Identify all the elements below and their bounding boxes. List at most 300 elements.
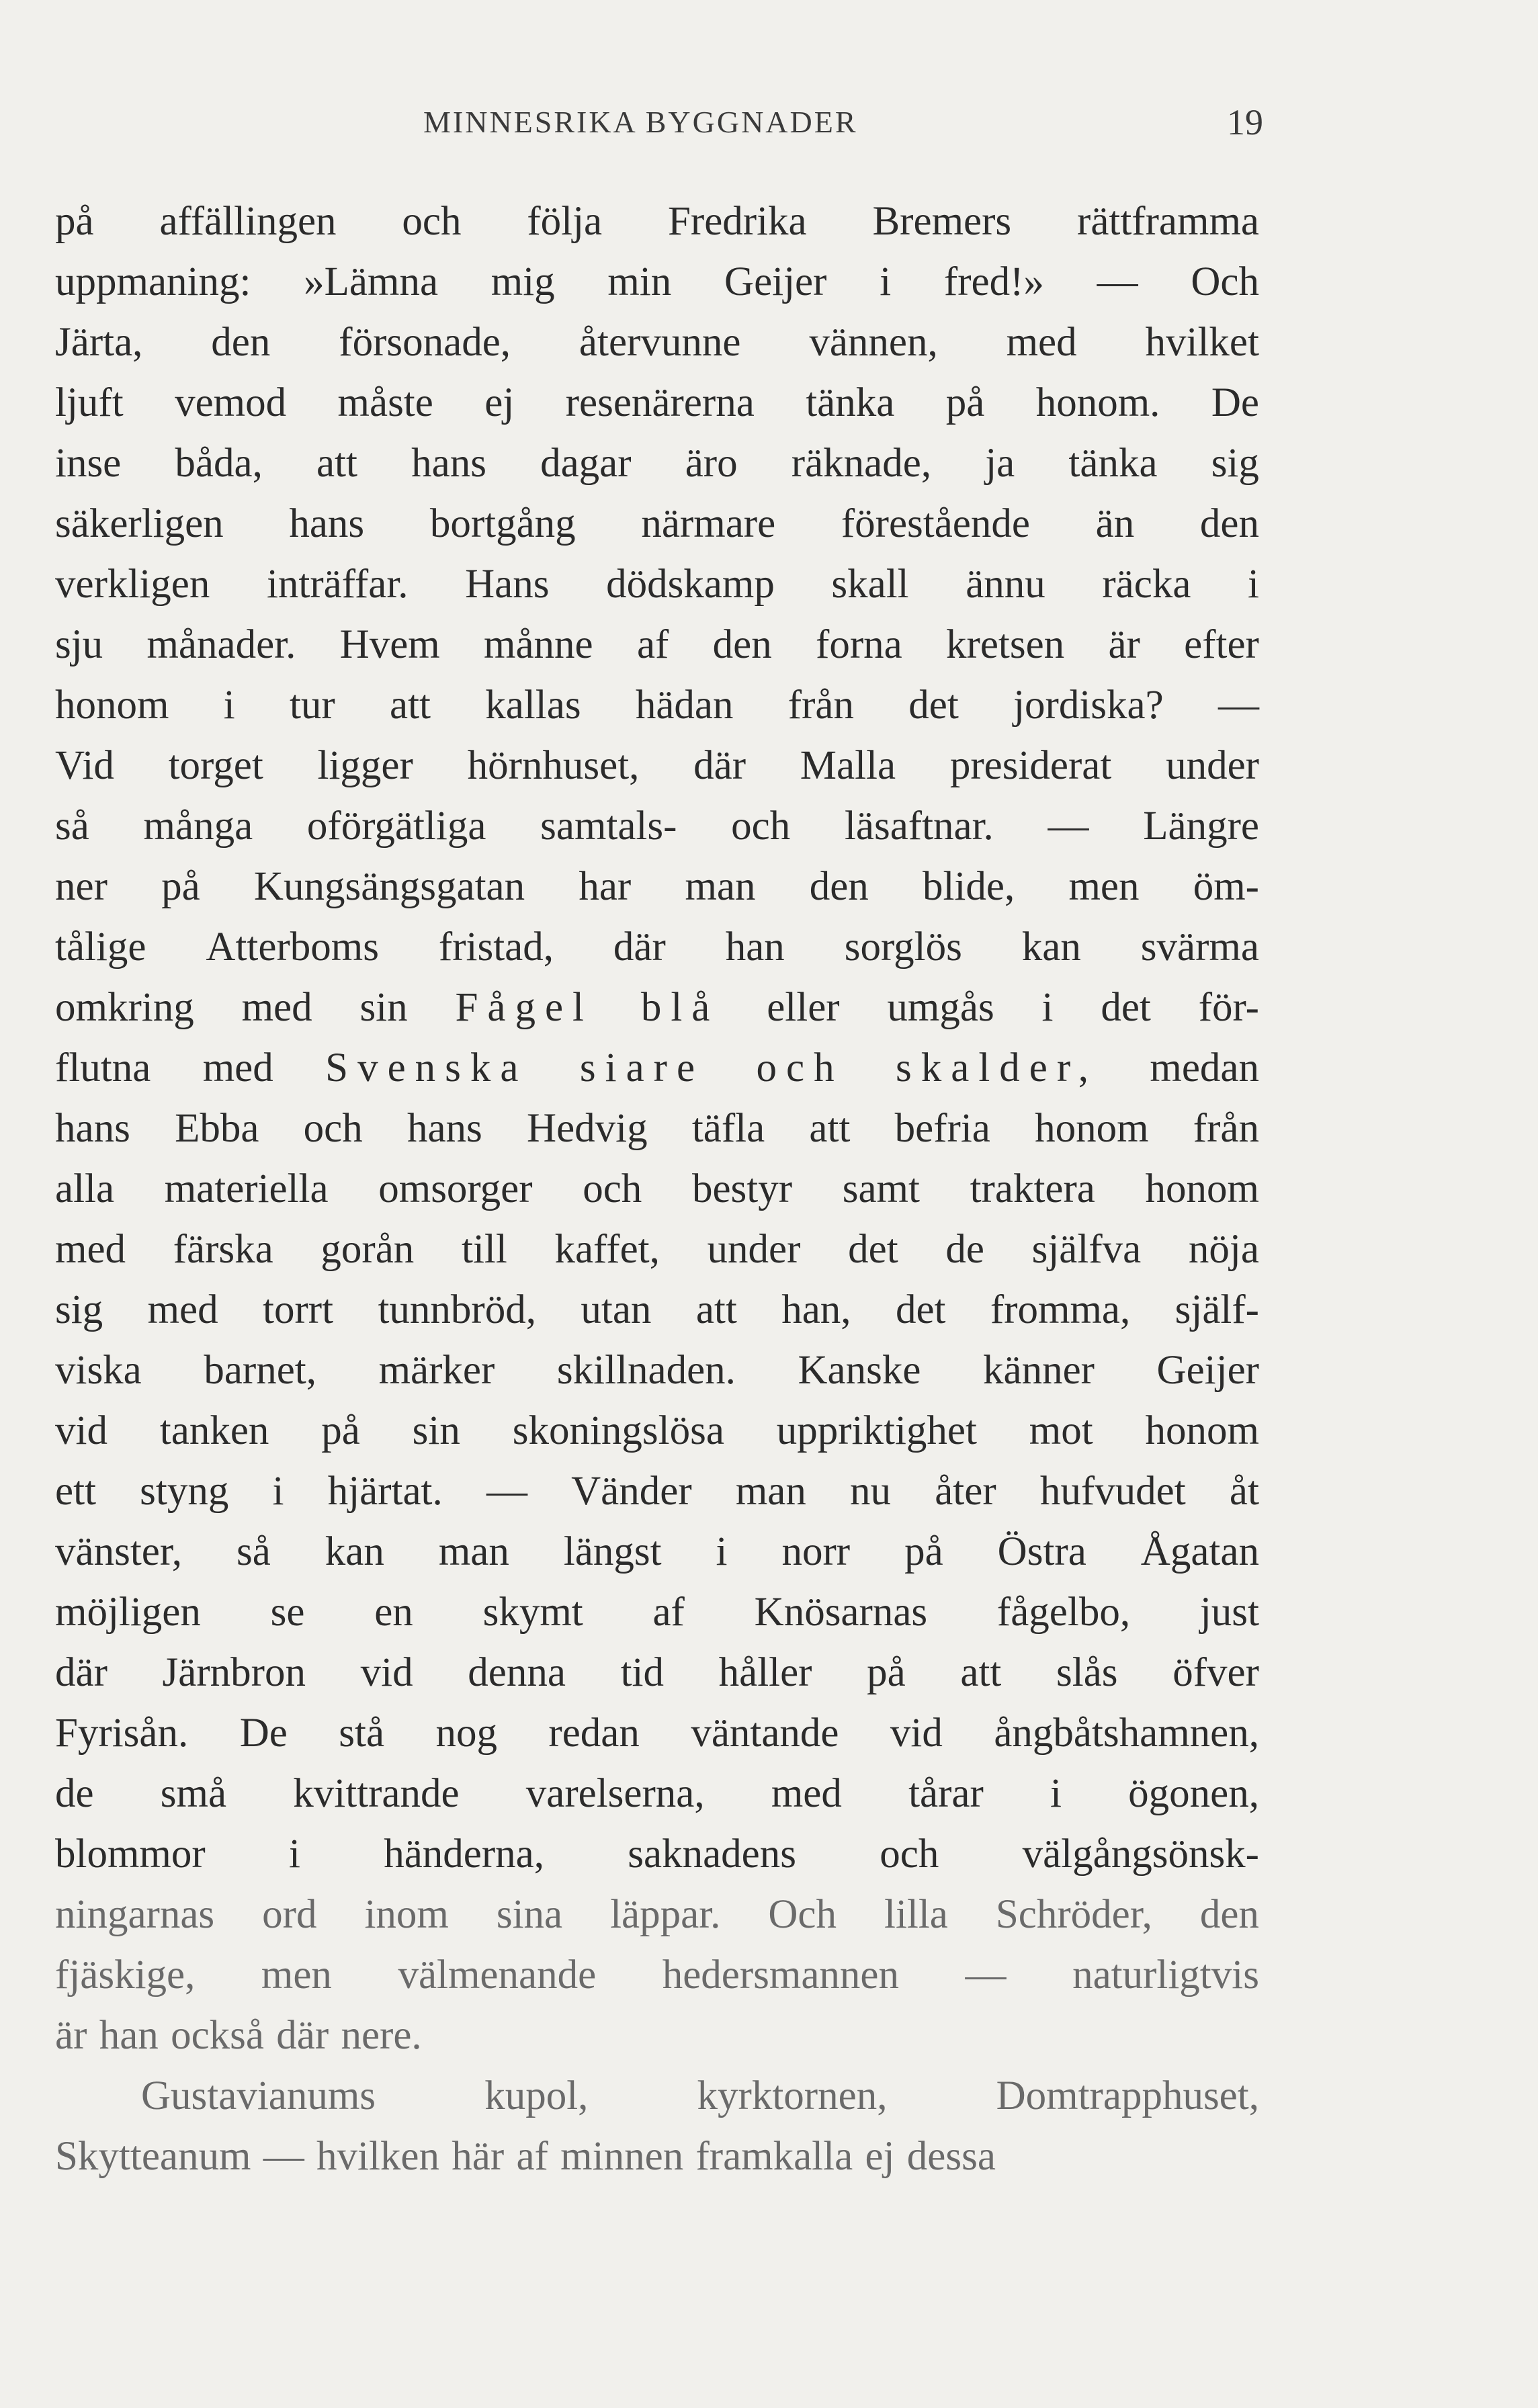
text-line — [55, 1159, 1259, 1219]
word: hvilket — [1145, 320, 1259, 365]
word: samtals- — [540, 804, 677, 849]
word: dödskamp — [606, 562, 775, 607]
word: han — [99, 2013, 159, 2058]
word: hedersmannen — [662, 1952, 899, 1997]
word: styng — [140, 1469, 229, 1514]
word: omsorger — [378, 1166, 533, 1211]
word: Domtrapphuset, — [996, 2073, 1259, 2118]
word: bortgång — [429, 501, 576, 546]
word: ligger — [317, 743, 413, 788]
word: tålige — [55, 924, 146, 970]
word: vännen, — [809, 320, 938, 365]
word: affällingen — [159, 199, 337, 244]
word: kvittrande — [293, 1771, 460, 1816]
word: hörnhuset, — [467, 743, 640, 788]
word: Vid — [55, 743, 114, 788]
word: fjäskige, — [55, 1952, 196, 1997]
word: denna — [468, 1650, 566, 1695]
word: man — [685, 864, 756, 909]
word: just — [1199, 1590, 1259, 1635]
text-line — [55, 252, 1259, 312]
word: nu — [850, 1469, 892, 1514]
word: med — [202, 1045, 273, 1090]
word: tänka — [806, 380, 895, 425]
word: med — [1006, 320, 1077, 365]
word: honom — [1035, 1106, 1149, 1151]
word: åt — [1229, 1469, 1259, 1514]
word: skillnaden. — [556, 1348, 736, 1393]
word: hufvudet — [1039, 1469, 1186, 1514]
word: befria — [894, 1106, 990, 1151]
word: i — [288, 1832, 300, 1877]
text-line — [55, 373, 1259, 433]
word: af — [652, 1590, 685, 1635]
word: fågelbo, — [996, 1590, 1131, 1635]
word: Geijer — [724, 259, 827, 304]
word: — — [1048, 804, 1089, 849]
word: små — [160, 1771, 227, 1816]
word: framkalla — [695, 2134, 853, 2179]
word: med — [55, 1227, 126, 1272]
word: sin — [412, 1408, 460, 1453]
word: på — [867, 1650, 906, 1695]
word: Östra — [997, 1529, 1086, 1574]
word: det — [895, 1287, 946, 1332]
text-line — [55, 1461, 1259, 1522]
word: presiderat — [949, 743, 1112, 788]
word: redan — [548, 1711, 640, 1756]
text-line — [55, 917, 1259, 978]
word: kyrktornen, — [697, 2073, 888, 2118]
word: på — [945, 380, 985, 425]
word: svärma — [1140, 924, 1259, 970]
word: Skytteanum — [55, 2134, 251, 2179]
text-line — [55, 796, 1259, 857]
text-line — [55, 1945, 1259, 2006]
word: ej — [865, 2134, 895, 2179]
word: händerna, — [384, 1832, 544, 1877]
word: skalder, — [896, 1045, 1098, 1090]
text-line — [55, 1099, 1259, 1159]
word: sin — [359, 985, 408, 1030]
word: — — [1217, 683, 1259, 728]
word: barnet, — [204, 1348, 317, 1393]
word: förestående — [841, 501, 1030, 546]
word: Fågel — [455, 985, 593, 1030]
word: räknade, — [791, 441, 932, 486]
word: där — [693, 743, 746, 788]
word: skall — [831, 562, 909, 607]
word: — — [486, 1469, 527, 1514]
word: ner — [55, 864, 108, 909]
word: välgångsönsk- — [1022, 1832, 1259, 1877]
word: Vänder — [571, 1469, 692, 1514]
word: och — [402, 199, 462, 244]
word: åter — [935, 1469, 996, 1514]
word: sina — [496, 1892, 563, 1937]
word: själf- — [1174, 1287, 1259, 1332]
text-line — [55, 1280, 1259, 1340]
word: återvunne — [579, 320, 741, 365]
word: min — [607, 259, 672, 304]
word: ord — [262, 1892, 317, 1937]
word: Svenska — [325, 1045, 528, 1090]
word: torget — [168, 743, 263, 788]
word: också — [171, 2013, 264, 2058]
word: vid — [360, 1650, 413, 1695]
word: säkerligen — [55, 501, 224, 546]
word: ett — [55, 1469, 96, 1514]
word: i — [1041, 985, 1054, 1030]
word: följa — [527, 199, 603, 244]
word: kaffet, — [554, 1227, 660, 1272]
word: att — [695, 1287, 737, 1332]
word: Ågatan — [1140, 1529, 1259, 1574]
word: nöja — [1188, 1227, 1259, 1272]
word: att — [316, 441, 357, 486]
word: De — [1211, 380, 1259, 425]
word: och — [756, 1045, 844, 1090]
word: har — [579, 864, 632, 909]
word: skymt — [482, 1590, 583, 1635]
text-line — [55, 1764, 1259, 1824]
word: blå — [640, 985, 720, 1030]
word: under — [707, 1227, 801, 1272]
word: märker — [378, 1348, 495, 1393]
word: dessa — [906, 2134, 996, 2179]
word: gorån — [321, 1227, 415, 1272]
word: Och — [768, 1892, 837, 1937]
text-line — [55, 554, 1259, 615]
word: Knösarnas — [754, 1590, 928, 1635]
text-line — [55, 191, 1259, 252]
word: Hvem — [339, 622, 440, 667]
running-title: MINNESRIKA BYGGNADER — [423, 105, 858, 139]
word: Ebba — [175, 1106, 259, 1151]
word: ännu — [966, 562, 1045, 607]
word: flutna — [55, 1045, 151, 1090]
word: man — [735, 1469, 806, 1514]
word: Järnbron — [162, 1650, 306, 1695]
word: kupol, — [484, 2073, 589, 2118]
word: viska — [55, 1348, 142, 1393]
word: materiella — [164, 1166, 329, 1211]
word: tid — [620, 1650, 664, 1695]
word: där — [276, 2013, 329, 2058]
word: men — [1068, 864, 1140, 909]
word: tårar — [908, 1771, 984, 1816]
word: Kungsängsgatan — [253, 864, 525, 909]
word: är — [55, 2013, 87, 2058]
word: själfva — [1031, 1227, 1142, 1272]
word: Schröder, — [995, 1892, 1152, 1937]
word: uppmaning: — [55, 259, 251, 304]
word: hans — [411, 441, 486, 486]
word: till — [462, 1227, 507, 1272]
word: Kanske — [798, 1348, 921, 1393]
word: inse — [55, 441, 122, 486]
word: med — [771, 1771, 842, 1816]
word: räcka — [1102, 562, 1191, 607]
word: mig — [490, 259, 555, 304]
word: och — [583, 1166, 642, 1211]
word: utan — [581, 1287, 652, 1332]
word: Järta, — [55, 320, 143, 365]
text-line — [55, 1038, 1259, 1099]
word: eller — [767, 985, 840, 1030]
word: hans — [55, 1106, 130, 1151]
word: från — [787, 683, 854, 728]
word: man — [438, 1529, 509, 1574]
word: det — [848, 1227, 898, 1272]
word: sorglös — [844, 924, 962, 970]
word: omkring — [55, 985, 194, 1030]
word: och — [303, 1106, 363, 1151]
word: tur — [289, 683, 335, 728]
word: blommor — [55, 1832, 206, 1877]
text-line — [55, 857, 1259, 917]
word: den — [809, 864, 869, 909]
word: kan — [325, 1529, 384, 1574]
word: varelserna, — [525, 1771, 705, 1816]
word: siare — [579, 1045, 705, 1090]
text-line — [55, 2006, 1259, 2066]
word: känner — [983, 1348, 1095, 1393]
word: på — [161, 864, 200, 909]
word: närmare — [641, 501, 776, 546]
text-line — [55, 1885, 1259, 1945]
text-line — [55, 1824, 1259, 1885]
word: hans — [407, 1106, 482, 1151]
word: fromma, — [990, 1287, 1131, 1332]
word: på — [321, 1408, 360, 1453]
word: med — [147, 1287, 218, 1332]
word: för- — [1198, 985, 1259, 1030]
word: inom — [364, 1892, 449, 1937]
word: naturligtvis — [1072, 1952, 1259, 1997]
text-line — [55, 675, 1259, 736]
word: stå — [339, 1711, 385, 1756]
word: där — [55, 1650, 108, 1695]
word: de — [55, 1771, 94, 1816]
word: hans — [289, 501, 365, 546]
word: många — [143, 804, 253, 849]
word: under — [1166, 743, 1259, 788]
word: kan — [1021, 924, 1081, 970]
word: det — [1101, 985, 1151, 1030]
text-line — [55, 1643, 1259, 1703]
word: ej — [484, 380, 515, 425]
word: tänka — [1068, 441, 1158, 486]
word: här — [452, 2134, 505, 2179]
word: — — [1097, 259, 1138, 304]
word: läppar. — [610, 1892, 721, 1937]
word: honom — [1145, 1166, 1259, 1211]
word: bestyr — [691, 1166, 793, 1211]
word: den — [1199, 1892, 1259, 1937]
word: är — [1108, 622, 1140, 667]
word: oförgätliga — [306, 804, 486, 849]
page-header — [423, 104, 1263, 158]
word: umgås — [887, 985, 994, 1030]
word: färska — [173, 1227, 273, 1272]
word: han, — [781, 1287, 851, 1332]
word: läsaftnar. — [844, 804, 994, 849]
word: lilla — [884, 1892, 948, 1937]
word: De — [239, 1711, 288, 1756]
word: i — [880, 259, 892, 304]
word: ljuft — [55, 380, 124, 425]
word: Hans — [465, 562, 550, 607]
word: vid — [55, 1408, 108, 1453]
word: resenärerna — [565, 380, 755, 425]
word: uppriktighet — [776, 1408, 977, 1453]
word: torrt — [263, 1287, 334, 1332]
word: alla — [55, 1166, 115, 1211]
word: ångbåtshamnen, — [994, 1711, 1259, 1756]
word: han — [725, 924, 785, 970]
word: och — [880, 1832, 939, 1877]
word: de — [945, 1227, 984, 1272]
text-line — [55, 1522, 1259, 1582]
word: slås — [1056, 1650, 1118, 1695]
word: minnen — [560, 2134, 684, 2179]
word: fred!» — [943, 259, 1044, 304]
word: men — [261, 1952, 332, 1997]
word: verkligen — [55, 562, 210, 607]
word: sju — [55, 622, 103, 667]
word: dagar — [540, 441, 632, 486]
word: forna — [816, 622, 902, 667]
text-line — [55, 1582, 1259, 1643]
word: så — [236, 1529, 271, 1574]
word: af — [516, 2134, 548, 2179]
word: inträffar. — [266, 562, 409, 607]
word: på — [55, 199, 94, 244]
word: Atterboms — [206, 924, 379, 970]
word: i — [1050, 1771, 1062, 1816]
text-line — [55, 736, 1259, 796]
word: öfver — [1172, 1650, 1259, 1695]
word: i — [223, 683, 235, 728]
word: honom. — [1035, 380, 1160, 425]
text-line — [55, 2126, 1259, 2187]
word: sig — [1211, 441, 1259, 486]
word: Längre — [1143, 804, 1259, 849]
word: i — [272, 1469, 284, 1514]
word: välmenande — [398, 1952, 597, 1997]
word: den — [712, 622, 772, 667]
word: ögonen, — [1128, 1771, 1259, 1816]
word: rättframma — [1077, 199, 1259, 244]
word: Gustavianums — [141, 2073, 376, 2118]
word: Hedvig — [527, 1106, 648, 1151]
word: Geijer — [1156, 1348, 1259, 1393]
word: samt — [842, 1166, 920, 1211]
word: att — [390, 683, 431, 728]
word: möjligen — [55, 1590, 201, 1635]
word: Fyrisån. — [55, 1711, 189, 1756]
word: af — [636, 622, 669, 667]
word: att — [809, 1106, 851, 1151]
word: båda, — [175, 441, 263, 486]
text-line — [55, 615, 1259, 675]
text-line — [55, 2066, 1259, 2126]
word: hädan — [635, 683, 734, 728]
word: norr — [781, 1529, 851, 1574]
word: nere. — [341, 2013, 422, 2058]
word: än — [1095, 501, 1135, 546]
word: Bremers — [872, 199, 1012, 244]
page-number: 19 — [1227, 102, 1263, 142]
word: i — [716, 1529, 728, 1574]
word: en — [374, 1590, 413, 1635]
word: medan — [1150, 1045, 1259, 1090]
word: väntande — [691, 1711, 839, 1756]
word: vid — [890, 1711, 943, 1756]
word: mot — [1029, 1408, 1093, 1453]
word: Och — [1191, 259, 1259, 304]
word: ningarnas — [55, 1892, 215, 1937]
word: i — [1247, 562, 1259, 607]
word: håller — [718, 1650, 812, 1695]
word: med — [241, 985, 312, 1030]
word: så — [55, 804, 89, 849]
word: där — [613, 924, 666, 970]
word: den — [211, 320, 271, 365]
word: äro — [685, 441, 738, 486]
word: vemod — [175, 380, 287, 425]
word: försonade, — [339, 320, 511, 365]
word: skoningslösa — [512, 1408, 724, 1453]
word: se — [270, 1590, 305, 1635]
word: kretsen — [946, 622, 1065, 667]
word: det — [908, 683, 959, 728]
text-line — [55, 978, 1259, 1038]
word: på — [904, 1529, 943, 1574]
text-line — [55, 1219, 1259, 1280]
word: »Lämna — [304, 259, 439, 304]
text-line — [55, 1703, 1259, 1764]
word: sig — [55, 1287, 103, 1332]
word: blide, — [922, 864, 1015, 909]
word: Malla — [800, 743, 896, 788]
word: täfla — [691, 1106, 765, 1151]
word: och — [731, 804, 791, 849]
word: månne — [484, 622, 593, 667]
word: tunnbröd, — [378, 1287, 536, 1332]
text-line — [55, 494, 1259, 554]
word: ja — [985, 441, 1015, 486]
word: traktera — [970, 1166, 1095, 1211]
word: nog — [435, 1711, 497, 1756]
word: kallas — [485, 683, 581, 728]
word: vänster, — [55, 1529, 182, 1574]
word: — — [263, 2134, 304, 2179]
word: längst — [563, 1529, 662, 1574]
word: den — [1199, 501, 1259, 546]
word: Fredrika — [667, 199, 807, 244]
word: honom — [55, 683, 169, 728]
word: måste — [337, 380, 433, 425]
word: tanken — [159, 1408, 269, 1453]
word: öm- — [1193, 864, 1259, 909]
body-text — [55, 191, 1259, 2187]
word: hjärtat. — [327, 1469, 443, 1514]
text-line — [55, 312, 1259, 373]
word: efter — [1184, 622, 1259, 667]
text-line — [55, 433, 1259, 494]
